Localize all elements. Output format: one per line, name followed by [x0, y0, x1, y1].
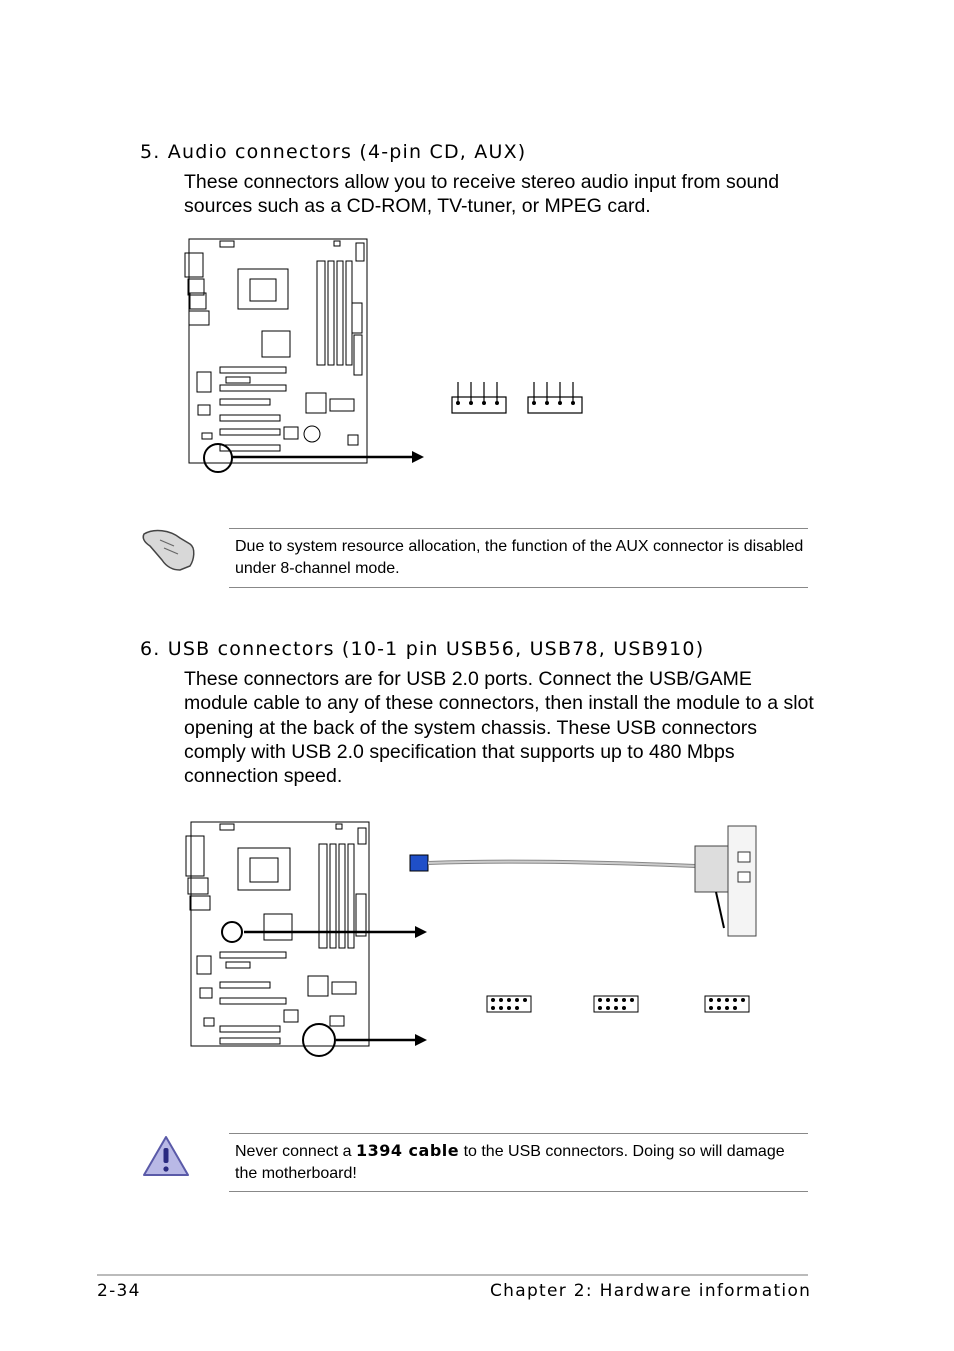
note-2-text	[235, 1140, 805, 1185]
note-2-text-after: to the USB connectors. Doing so will damage the motherboard!	[235, 1143, 785, 1182]
note-1-text: Due to system resource allocation, the function of the AUX connector is disabled under 8-channel mode.	[235, 538, 804, 577]
note-1-bottom-rule	[229, 587, 808, 588]
section-5-body: These connectors allow you to receive stereo audio input from sound sources such as a CD-ROM, TV-tuner, or MPEG card.	[184, 171, 780, 218]
footer-rule	[97, 1274, 808, 1276]
note-1-top-rule	[229, 528, 808, 529]
section-6-heading: 6. USB connectors (10-1 pin USB56, USB78, USB910)	[140, 638, 705, 660]
note-2-top-rule	[229, 1133, 808, 1134]
warning-triangle-icon	[142, 1134, 190, 1178]
page-number: 2-34	[97, 1281, 141, 1301]
hand-pointer-icon	[140, 526, 200, 572]
note-2-highlight: 1394 cable	[355, 1141, 460, 1160]
chapter-title: Chapter 2: Hardware information	[490, 1281, 812, 1301]
audio-connector-diagram	[180, 235, 600, 475]
usb-connector-diagram	[180, 818, 780, 1068]
note-2-text-before: Never connect a	[235, 1143, 356, 1160]
section-6-body: These connectors are for USB 2.0 ports. Connect the USB/GAME module cable to any of these connectors, then install the module to a slot opening at the back of the system chassis. These USB connectors comply with USB 2.0 specification that supports up to 480 Mbps connection speed.	[184, 668, 814, 788]
note-2-bottom-rule	[229, 1191, 808, 1192]
section-5-heading: 5. Audio connectors (4-pin CD, AUX)	[140, 141, 527, 163]
